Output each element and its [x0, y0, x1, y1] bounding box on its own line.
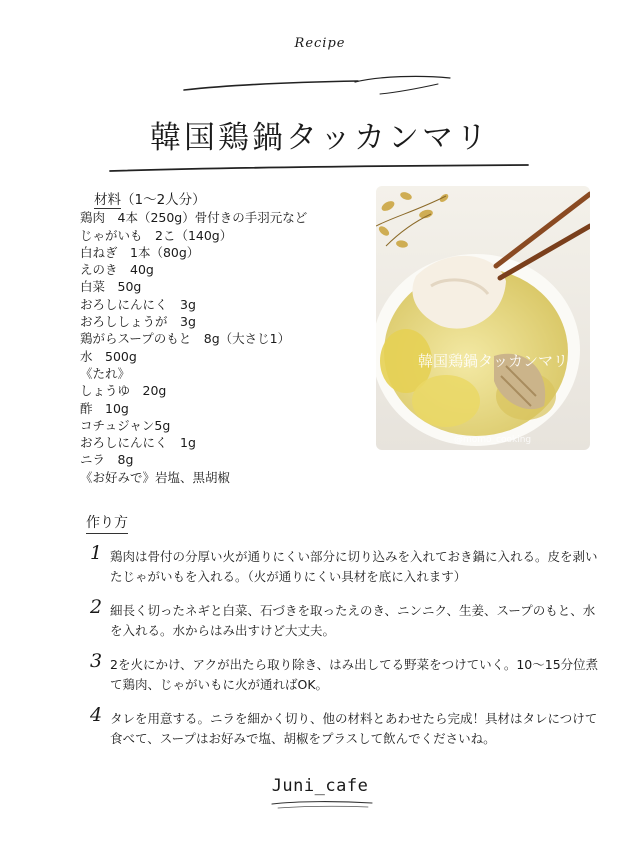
- step-item: [90, 704, 600, 749]
- swoosh-divider-icon: [180, 72, 470, 102]
- step-text: 2を火にかけ、アクが出たら取り除き、はみ出してる野菜をつけていく。10〜15分位煮て鶏肉、じゃがいもに火が通ればOK。: [110, 657, 599, 692]
- ingredient-item: しょうゆ 20g: [80, 383, 167, 399]
- ingredient-item: 白菜 50g: [80, 279, 142, 295]
- ingredient-item: 鶏がらスープのもと 8g（大さじ1）: [80, 331, 291, 347]
- step-text: 鶏肉は骨付の分厚い火が通りにくい部分に切り込みを入れておき鍋に入れる。皮を剥いたじゃがいもを入れる。（火が通りにくい具材を底に入れます）: [110, 549, 598, 584]
- ingredient-item: 白ねぎ 1本（80g）: [80, 244, 200, 260]
- ingredients-heading: [80, 192, 380, 209]
- ingredient-item: 鶏肉 4本（250g）骨付きの手羽元など: [80, 210, 308, 226]
- servings-label: （1〜2人分）: [121, 192, 206, 208]
- step-text: タレを用意する。ニラを細かく切り、他の材料とあわせたら完成！具材はタレにつけて食べて、スープはお好みで塩、胡椒をプラスして飲んでくださいね。: [110, 711, 598, 746]
- step-number: 3: [90, 650, 103, 672]
- step-text: 細長く切ったネギと白菜、石づきを取ったえのき、ニンニク、生姜、スープのもと、水を入れる。水からはみ出すけど大丈夫。: [110, 603, 596, 638]
- ingredient-item: おろしにんにく 3g: [80, 296, 196, 312]
- ingredient-item: 水 500g: [80, 348, 137, 364]
- title-underline-icon: [108, 157, 532, 177]
- photo-watermark: @momo_cooking: [454, 435, 532, 445]
- step-item: [90, 650, 600, 695]
- ingredients-heading-label: 材料: [94, 192, 121, 208]
- ingredient-item: ニラ 8g: [80, 452, 134, 468]
- dish-photo-illustration: [376, 186, 590, 450]
- ingredients-section: [80, 192, 380, 486]
- step-number: 4: [90, 704, 103, 726]
- ingredient-item: おろししょうが 3g: [80, 314, 196, 330]
- steps-heading: [86, 512, 128, 532]
- step-number: 2: [90, 596, 103, 618]
- scribble-underline-icon: [268, 798, 378, 812]
- sauce-heading: 《たれ》: [80, 365, 131, 381]
- signature: Juni_cafe: [271, 776, 369, 796]
- ingredient-item: 《お好みで》岩塩、黒胡椒: [80, 469, 231, 485]
- photo-overlay-text: 韓国鶏鍋タッカンマリ: [418, 352, 569, 370]
- step-item: [90, 542, 600, 587]
- step-number: 1: [90, 542, 103, 564]
- ingredient-item: じゃがいも 2こ（140g）: [80, 227, 233, 243]
- ingredient-item: おろしにんにく 1g: [80, 435, 196, 451]
- steps-heading-label: 作り方: [86, 515, 128, 534]
- recipe-label: Recipe: [294, 36, 346, 51]
- page-title: 韓国鶏鍋タッカンマリ: [150, 120, 490, 156]
- ingredient-item: 酢 10g: [80, 400, 129, 416]
- ingredient-item: えのき 40g: [80, 262, 154, 278]
- ingredient-item: コチュジャン5g: [80, 417, 171, 433]
- step-item: [90, 596, 600, 641]
- dish-photo: [376, 186, 590, 450]
